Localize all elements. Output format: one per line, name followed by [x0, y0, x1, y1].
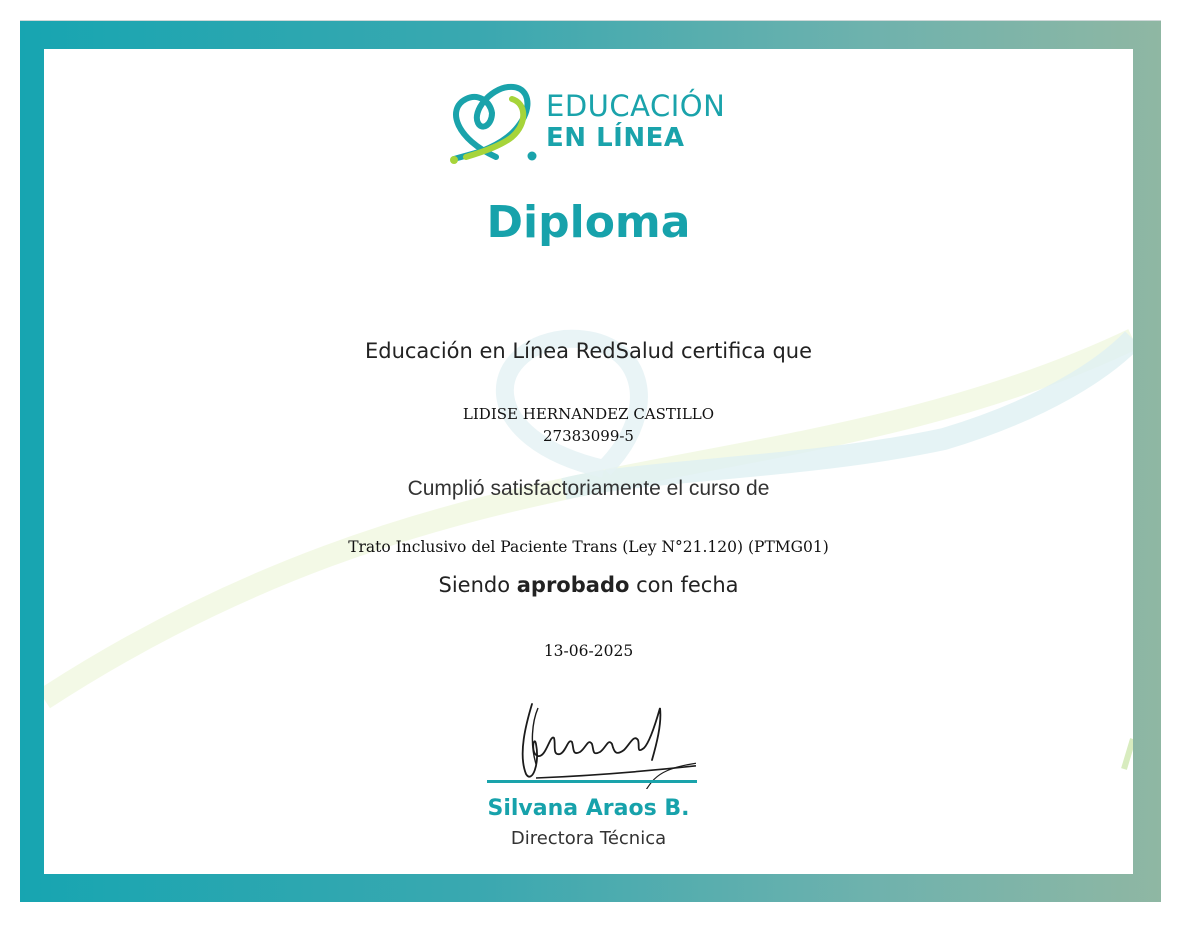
completed-text: Cumplió satisfactoriamente el curso de [407, 477, 770, 500]
logo-line-1: EDUCACIÓN [546, 89, 726, 123]
signatory-role: Directora Técnica [510, 828, 667, 849]
approved-word: aprobado [516, 573, 630, 597]
educacion-en-linea-logo [446, 79, 746, 169]
heart-logo-icon [446, 79, 541, 169]
recipient-id: 27383099-5 [543, 427, 634, 445]
logo-line-2: EN LÍNEA [546, 123, 685, 153]
course-name: Trato Inclusivo del Paciente Trans (Ley N°21.120) (PTMG01) [348, 538, 829, 556]
recipient-name: LIDISE HERNANDEZ CASTILLO [462, 405, 715, 423]
approved-prefix: Siendo [438, 573, 511, 597]
handwritten-signature [496, 694, 696, 789]
approved-suffix: con fecha [636, 573, 739, 597]
diploma-title: Diploma [486, 197, 691, 248]
approval-date: 13-06-2025 [543, 642, 634, 660]
signatory-name: Silvana Araos B. [487, 796, 690, 821]
certify-text: Educación en Línea RedSalud certifica que [364, 339, 813, 363]
signature-line [487, 780, 697, 783]
approved-text [44, 573, 1133, 597]
certificate-body [44, 49, 1133, 874]
